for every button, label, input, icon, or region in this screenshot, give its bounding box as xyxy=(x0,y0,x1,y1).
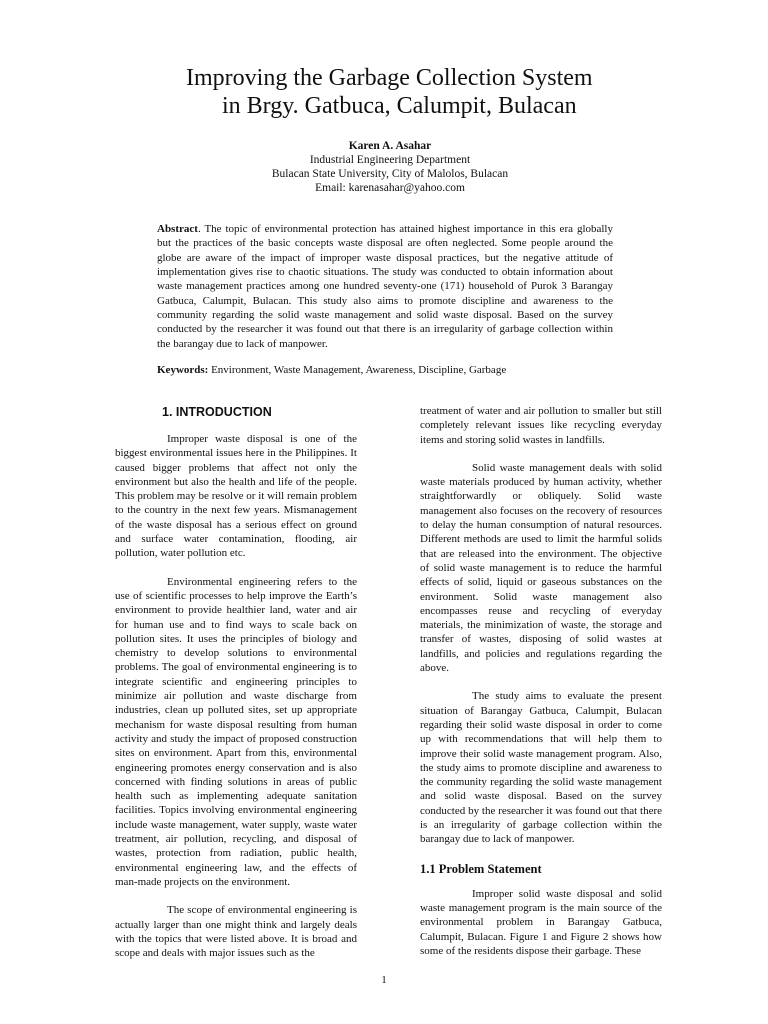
page-number: 1 xyxy=(381,974,387,986)
abstract-text: . The topic of environmental protection has attained highest importance in this era globally but the practices of the basic concepts waste disposal are often neglected. Some people around the globe are aware of the impact of improper waste disposal practices, but the negative attitude of implementation gives rise to chaotic situations. The study was conducted to obtain information about waste management practices among one hundred seventy-one (171) household of Purok 3 Barangay Gatbuca, Calumpit, Bulacan. This study also aims to promote discipline and awareness to the community regarding the solid waste management and solid waste disposal. Based on the survey conducted by the researcher it was found out that there is an irregularity of garbage collection within the barangay due to lack of manpower. xyxy=(157,223,613,350)
author-affiliation: Bulacan State University, City of Malolos, Bulacan xyxy=(271,168,509,180)
intro-paragraph-3-continued: treatment of water and air pollution to smaller but still completely relevant issues like recycling everyday items and storing solid wastes in landfills. xyxy=(420,405,662,446)
right-column xyxy=(420,404,662,958)
abstract-label: Abstract xyxy=(157,223,198,235)
left-column xyxy=(115,404,357,960)
author-block xyxy=(150,139,630,195)
intro-paragraph-4: Solid waste management deals with solid waste materials produced by human activity, whether straightforwardly or obliquely. Solid waste management also focuses on the recovery of resources to delay the human consumption of natural resources. Different methods are used to limit the harmful solids that are released into the environment. The objective of solid waste management is to reduce the harmful effects of solid, liquid or gaseous substances on the environment. Solid waste management also encompasses reuse and recycling of everyday materials, the minimization of waste, the storage and transfer of wastes, disposing of solid wastes at landfills, and policies and regulations regarding the above. xyxy=(420,461,662,675)
author-name: Karen A. Asahar xyxy=(348,140,432,152)
paper-title xyxy=(150,64,630,120)
section-heading-introduction: 1. INTRODUCTION xyxy=(162,405,272,419)
keywords xyxy=(157,363,613,377)
intro-paragraph-2: Environmental engineering refers to the use of scientific processes to help improve the Earth’s environment to provide healthier land, water and air for human use and to find ways to scale back on pollution sites. It uses the principles of biology and chemistry to develop solutions to environmental problems. The goal of environmental engineering is to integrate scientific and engineering principles to minimize air pollution and waste discharge from industries, clean up polluted sites, set up appropriate mechanism for waste disposal resulting from human activity and study the impact of proposed construction sites on environment. Apart from this, environmental engineering promotes energy conservation and is also concerned with finding solutions in areas of public health such as implementing adequate sanitation facilities. Topics involving environmental engineering include waste management, water supply, waste water treatment, air pollution, recycling, and disposal of wastes, protection from radiation, public health, environmental engineering law, and the effects of man-made projects on the environment. xyxy=(115,575,357,888)
section-heading-problem-statement: 1.1 Problem Statement xyxy=(420,861,542,876)
author-department: Industrial Engineering Department xyxy=(309,154,471,166)
keywords-label: Keywords: xyxy=(157,364,209,376)
problem-paragraph-1: Improper solid waste disposal and solid waste management program is the main source of the environmental problem in Barangay Gatbuca, Calumpit, Bulacan. Figure 1 and Figure 2 shows how some of the residents dispose their garbage. These xyxy=(420,887,662,957)
paper-title-line-1: Improving the Garbage Collection System xyxy=(186,65,593,91)
keywords-text: Environment, Waste Management, Awareness, Discipline, Garbage xyxy=(208,364,507,376)
paper-title-line-2: in Brgy. Gatbuca, Calumpit, Bulacan xyxy=(222,93,577,119)
intro-paragraph-5: The study aims to evaluate the present situation of Barangay Gatbuca, Calumpit, Bulacan regarding their solid waste disposal in order to come up with recommendations that will help them to improve their solid waste management program. Also, the study aims to promote discipline and awareness to the community regarding the solid waste management and solid waste disposal. Based on the survey conducted by the researcher it was found out that there is an irregularity of garbage collection within the barangay due to lack of manpower. xyxy=(420,690,662,846)
intro-paragraph-3: The scope of environmental engineering is actually larger than one might think and largely deals with the topics that were listed above. It is broad and scope and deals with major issues such as the xyxy=(115,904,357,960)
intro-paragraph-1: Improper waste disposal is one of the biggest environmental issues here in the Philippines. It caused bigger problems that affect not only the environment but also the health and life of the people. This problem may be resolve or it will remain problem to the country in the next few years. Mismanagement of the waste disposal has a serious effect on ground and surface water contamination, flooding, air pollution, water pollution etc. xyxy=(115,433,357,560)
author-email: Email: karenasahar@yahoo.com xyxy=(315,182,465,194)
abstract xyxy=(157,222,613,351)
